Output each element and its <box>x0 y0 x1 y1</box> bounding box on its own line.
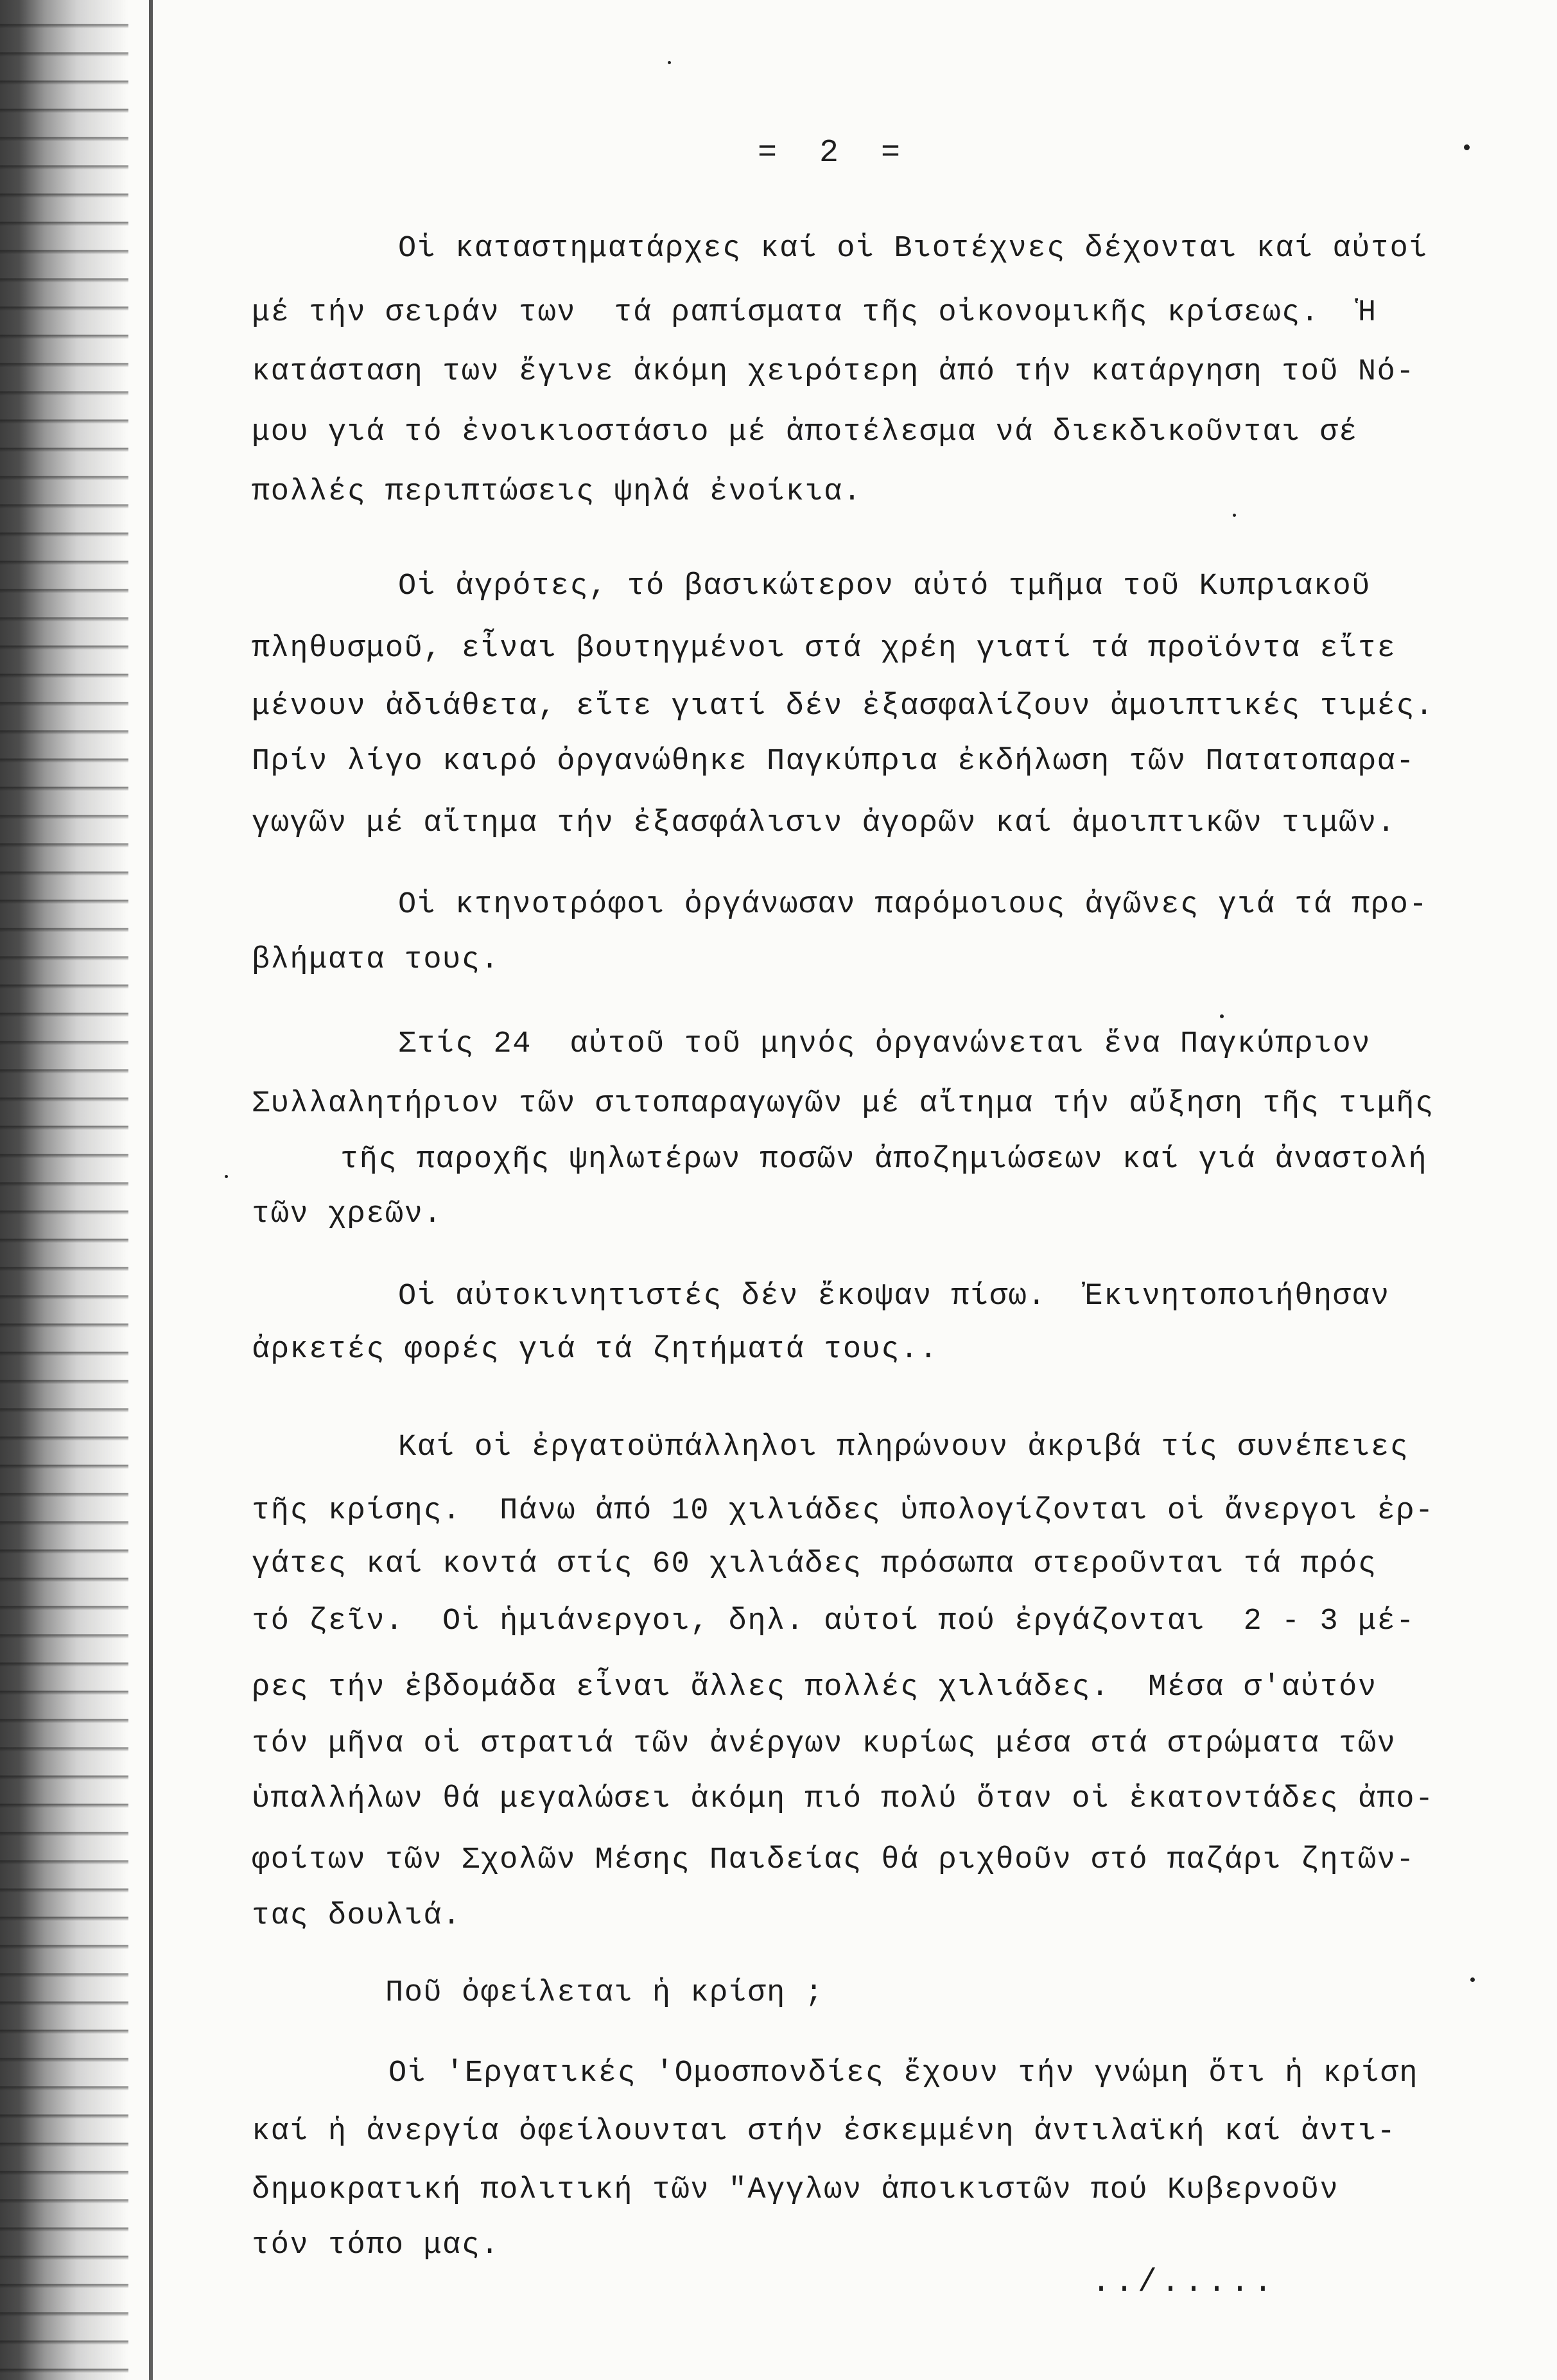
text-line: πολλές περιπτώσεις ψηλά ἐνοίκια. <box>252 475 862 509</box>
text-line: Οἱ καταστηματάρχες καί οἱ Βιοτέχνες δέχονται καί αὐτοί <box>398 232 1429 266</box>
text-line: Συλλαλητήριον τῶν σιτοπαραγωγῶν μέ αἴτημα τήν αὔξηση τῆς τιμῆς <box>252 1087 1434 1121</box>
text-line: κατάσταση των ἔγινε ἀκόμη χειρότερη ἀπό τήν κατάργηση τοῦ Νό- <box>252 355 1415 389</box>
text-line: τόν μῆνα οἱ στρατιά τῶν ἀνέργων κυρίως μέσα στά στρώματα τῶν <box>252 1727 1396 1761</box>
text-line: Ποῦ ὀφείλεται ἡ κρίση ; <box>385 1976 824 2010</box>
text-line: ρες τήν ἐβδομάδα εἶναι ἄλλες πολλές χιλιάδες. Μέσα σ'αὐτόν <box>252 1671 1377 1705</box>
text-line: γάτες καί κοντά στίς 60 χιλιάδες πρόσωπα στεροῦνται τά πρός <box>252 1547 1377 1581</box>
text-line: Οἱ 'Εργατικές 'Ομοσπονδίες ἔχουν τήν γνώμη ὅτι ἡ κρίση <box>388 2056 1419 2090</box>
text-line: γωγῶν μέ αἴτημα τήν ἐξασφάλισιν ἀγορῶν καί ἀμοιπτικῶν τιμῶν. <box>252 806 1396 840</box>
text-line: φοίτων τῶν Σχολῶν Μέσης Παιδείας θά ριχθοῦν στό παζάρι ζητῶν- <box>252 1843 1415 1877</box>
text-line: πληθυσμοῦ, εἶναι βουτηγμένοι στά χρέη γιατί τά προϊόντα εἴτε <box>252 632 1396 666</box>
text-line: τας δουλιά. <box>252 1899 462 1933</box>
text-line: τῆς κρίσης. Πάνω ἀπό 10 χιλιάδες ὑπολογίζονται οἱ ἄνεργοι ἐρ- <box>252 1494 1434 1528</box>
text-line: τόν τόπο μας. <box>252 2228 500 2263</box>
text-line: βλήματα τους. <box>252 943 500 977</box>
text-line: μου γιά τό ἐνοικιοστάσιο μέ ἀποτέλεσμα νά διεκδικοῦνται σέ <box>252 415 1358 449</box>
continuation-mark: ../..... <box>1092 2264 1277 2301</box>
text-line: τῶν χρεῶν. <box>252 1197 443 1231</box>
text-line: Οἱ ἀγρότες, τό βασικώτερον αὐτό τμῆμα τοῦ Κυπριακοῦ <box>398 569 1371 604</box>
text-line: Οἱ αὐτοκινητιστές δέν ἔκοψαν πίσω. Ἐκινητοποιήθησαν <box>398 1280 1390 1314</box>
text-line: Στίς 24 αὐτοῦ τοῦ μηνός ὀργανώνεται ἕνα Παγκύπριον <box>398 1027 1371 1061</box>
text-line: Πρίν λίγο καιρό ὀργανώθηκε Παγκύπρια ἐκδήλωση τῶν Πατατοπαρα- <box>252 745 1415 779</box>
text-line: Καί οἱ ἐργατοϋπάλληλοι πληρώνουν ἀκριβά τίς συνέπειες <box>398 1430 1409 1464</box>
text-line: μένουν ἀδιάθετα, εἴτε γιατί δέν ἐξασφαλίζουν ἀμοιπτικές τιμές. <box>252 690 1434 724</box>
text-line: μέ τήν σειράν των τά ραπίσματα τῆς οἰκονομικῆς κρίσεως. Ἡ <box>252 296 1377 330</box>
text-line: Οἱ κτηνοτρόφοι ὀργάνωσαν παρόμοιους ἀγῶνες γιά τά προ- <box>398 888 1429 922</box>
text-line: δημοκρατική πολιτική τῶν "Αγγλων ἀποικιστῶν πού Κυβερνοῦν <box>252 2173 1339 2207</box>
text-line: τό ζεῖν. Οἱ ἡμιάνεργοι, δηλ. αὐτοί πού ἐργάζονται 2 - 3 μέ- <box>252 1604 1415 1638</box>
page-number: = 2 = <box>758 135 912 171</box>
text-line: καί ἡ ἀνεργία ὀφείλουνται στήν ἐσκεμμένη ἀντιλαϊκή καί ἀντι- <box>252 2115 1396 2149</box>
text-line: τῆς παροχῆς ψηλωτέρων ποσῶν ἀποζημιώσεων καί γιά ἀναστολή <box>340 1143 1428 1177</box>
text-line: ἀρκετές φορές γιά τά ζητήματά τους.. <box>252 1333 939 1367</box>
text-line: ὑπαλλήλων θά μεγαλώσει ἀκόμη πιό πολύ ὅταν οἱ ἑκατοντάδες ἀπο- <box>252 1782 1434 1816</box>
